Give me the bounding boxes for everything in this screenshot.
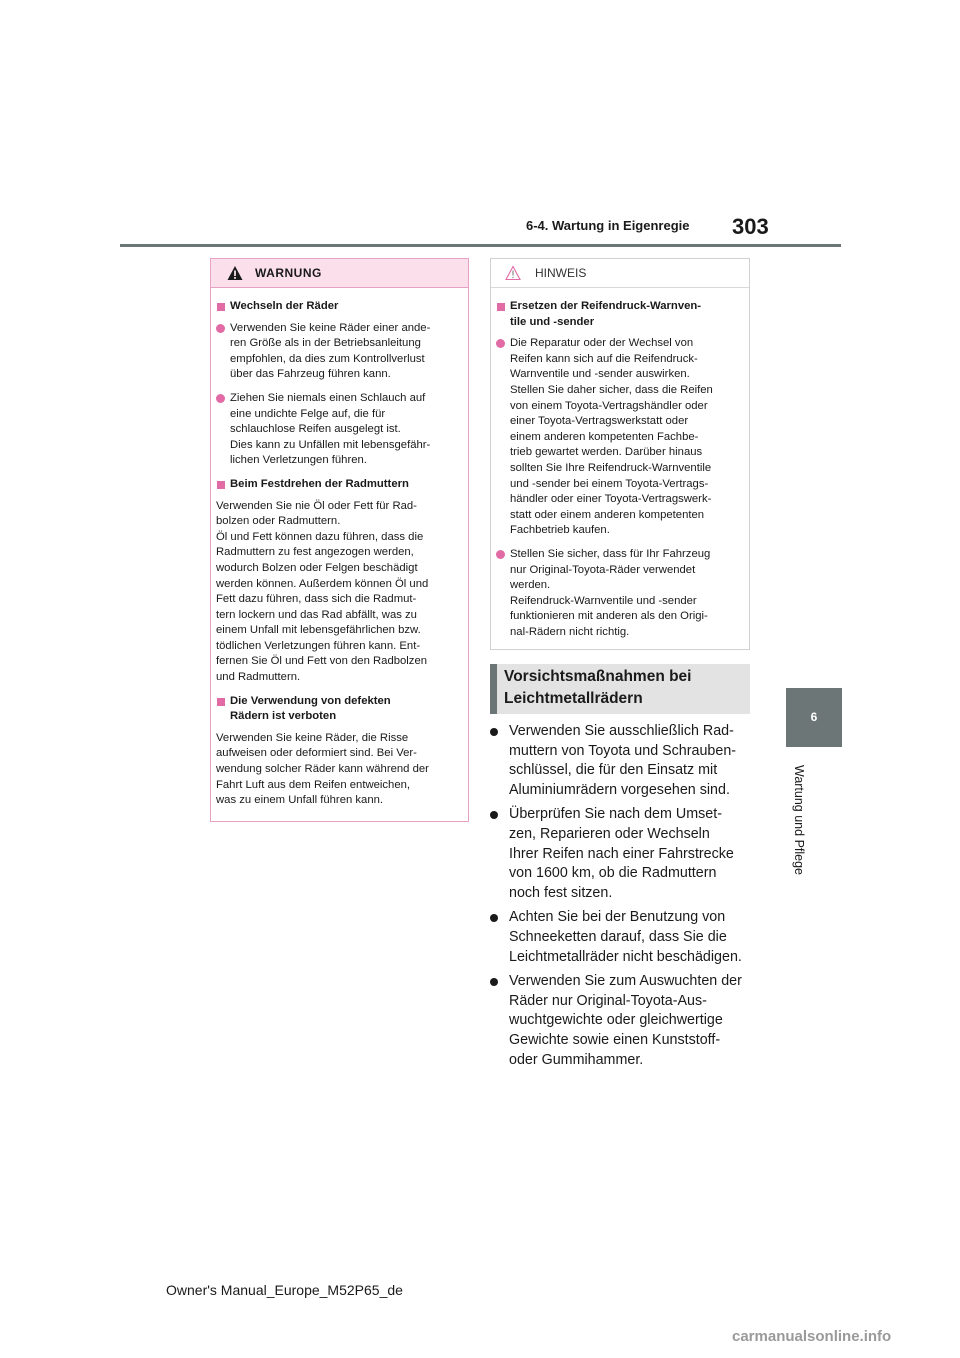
note-item-text: Die Reparatur oder der Wechsel von Reifen kann sich auf die Reifendruck- Warnventile und -sender auswirken. Stellen Sie daher sicher, dass die Reifen von einem Toyota-Vertragshändler oder einer Toyota-Vertragswerkstatt oder einem anderen kompetenten Fachbe- trieb gewartet werden. Darüber hinaus sollten Sie Ihre Reifendruck-Warnventile und -sender bei einem Toyota-Vertrags- händler oder einer Toyota-Vertragswerk- statt oder einem anderen kompetenten Fachbetrieb kaufen. bbox=[510, 337, 713, 537]
section-heading-text: Vorsichtsmaßnahmen bei Leichtmetallrädern bbox=[504, 668, 692, 707]
warning-item-text: Ziehen Sie niemals einen Schlauch auf eine undichte Felge auf, die für schlauchlose Reifen ausgelegt ist. Dies kann zu Unfällen mit lebensgefähr- lichen Verletzungen führen. bbox=[230, 391, 431, 467]
warning-heading-nuts-text: Beim Festdrehen der Radmuttern bbox=[230, 477, 409, 490]
section-heading bbox=[490, 664, 750, 714]
list-item-text: Achten Sie bei der Benutzung von Schneeketten darauf, dass Sie die Leichtmetallräder nicht beschädigen. bbox=[509, 909, 742, 965]
header-divider bbox=[120, 244, 841, 247]
warning-title: WARNUNG bbox=[255, 266, 322, 280]
square-bullet-icon bbox=[217, 698, 225, 706]
warning-paragraph: Verwenden Sie keine Räder, die Risse aufweisen oder deformiert sind. Bei Ver- wendung solcher Räder kann während der Fahrt Luft aus dem Reifen entweichen, was zu einem Unfall führen kann. bbox=[216, 731, 429, 807]
list-item bbox=[490, 908, 752, 967]
list-item-text: Überprüfen Sie nach dem Umset- zen, Reparieren oder Wechseln Ihrer Reifen nach einer Fahrstrecke von 1600 km, ob die Radmuttern noch fest sitzen. bbox=[509, 806, 734, 901]
watermark: carmanualsonline.info bbox=[732, 1328, 892, 1345]
warning-body bbox=[211, 288, 468, 809]
bullet-dot-icon bbox=[490, 728, 498, 736]
note-item-text: Stellen Sie sicher, dass für Ihr Fahrzeug nur Original-Toyota-Räder verwendet werden. Reifendruck-Warnventile und -sender funktionieren mit anderen als den Origi- nal-Rädern nicht richtig. bbox=[510, 547, 711, 638]
warning-heading-defective bbox=[216, 694, 460, 725]
list-item bbox=[490, 972, 752, 1070]
note-item bbox=[496, 336, 741, 539]
square-bullet-icon bbox=[497, 303, 505, 311]
page-number: 303 bbox=[732, 214, 769, 239]
warning-heading-defective-text: Die Verwendung von defekten Rädern ist verboten bbox=[230, 694, 391, 723]
bullet-dot-icon bbox=[490, 811, 498, 819]
bullet-dot-icon bbox=[216, 324, 225, 333]
note-heading-text: Ersetzen der Reifendruck-Warnven- tile und -sender bbox=[510, 300, 702, 328]
warning-heading-wheels bbox=[216, 299, 460, 315]
warning-paragraph: Verwenden Sie nie Öl oder Fett für Rad- bolzen oder Radmuttern. Öl und Fett können dazu führen, dass die Radmuttern zu fest angezogen werden, wodurch Bolzen oder Felgen beschädigt werden können. Außerdem können Öl und Fett dazu führen, dass sich die Radmut- tern lockern und das Rad abfällt, was zu einem Unfall mit lebensgefährlichen bzw. tödlichen Verletzungen führen kann. Ent- fernen Sie Öl und Fett von den Radbolzen und Radmuttern. bbox=[216, 499, 429, 684]
warning-triangle-icon bbox=[227, 265, 243, 281]
footer-manual-id: Owner's Manual_Europe_M52P65_de bbox=[166, 1282, 403, 1298]
list-item-text: Verwenden Sie zum Auswuchten der Räder nur Original-Toyota-Aus- wuchtgewichte oder gleichwertige Gewichte sowie einen Kunststoff- oder Gummihammer. bbox=[509, 973, 742, 1068]
warning-item bbox=[216, 321, 460, 383]
notice-triangle-icon bbox=[505, 265, 521, 281]
square-bullet-icon bbox=[217, 481, 225, 489]
warning-heading-wheels-text: Wechseln der Räder bbox=[230, 300, 339, 312]
note-body bbox=[491, 288, 749, 640]
bullet-dot-icon bbox=[496, 339, 505, 348]
note-heading bbox=[496, 299, 741, 330]
chapter-tab: 6 bbox=[786, 688, 842, 747]
note-header bbox=[491, 259, 749, 288]
square-bullet-icon bbox=[217, 303, 225, 311]
list-item bbox=[490, 722, 752, 800]
bullet-dot-icon bbox=[490, 914, 498, 922]
list-item bbox=[490, 805, 752, 903]
section-title: 6-4. Wartung in Eigenregie bbox=[526, 218, 690, 233]
warning-box bbox=[210, 258, 469, 822]
warning-heading-nuts bbox=[216, 477, 460, 493]
note-title: HINWEIS bbox=[535, 266, 587, 280]
warning-item bbox=[216, 391, 460, 469]
chapter-side-title-text: Wartung und Pflege bbox=[792, 764, 806, 876]
chapter-side-title bbox=[786, 755, 812, 885]
note-box bbox=[490, 258, 750, 650]
note-item bbox=[496, 547, 741, 641]
list-item-text: Verwenden Sie ausschließlich Rad- muttern von Toyota und Schrauben- schlüssel, die für den Einsatz mit Aluminiumrädern vorgesehen sind. bbox=[509, 723, 737, 798]
alloy-wheel-precautions-list bbox=[490, 722, 752, 1075]
bullet-dot-icon bbox=[216, 394, 225, 403]
warning-item-text: Verwenden Sie keine Räder einer ande- ren Größe als in der Betriebsanleitung empfohlen, da dies zum Kontrollverlust über das Fahrzeug führen kann. bbox=[230, 321, 431, 381]
bullet-dot-icon bbox=[490, 978, 498, 986]
bullet-dot-icon bbox=[496, 550, 505, 559]
section-heading-bar bbox=[490, 664, 497, 714]
warning-header bbox=[211, 259, 468, 288]
